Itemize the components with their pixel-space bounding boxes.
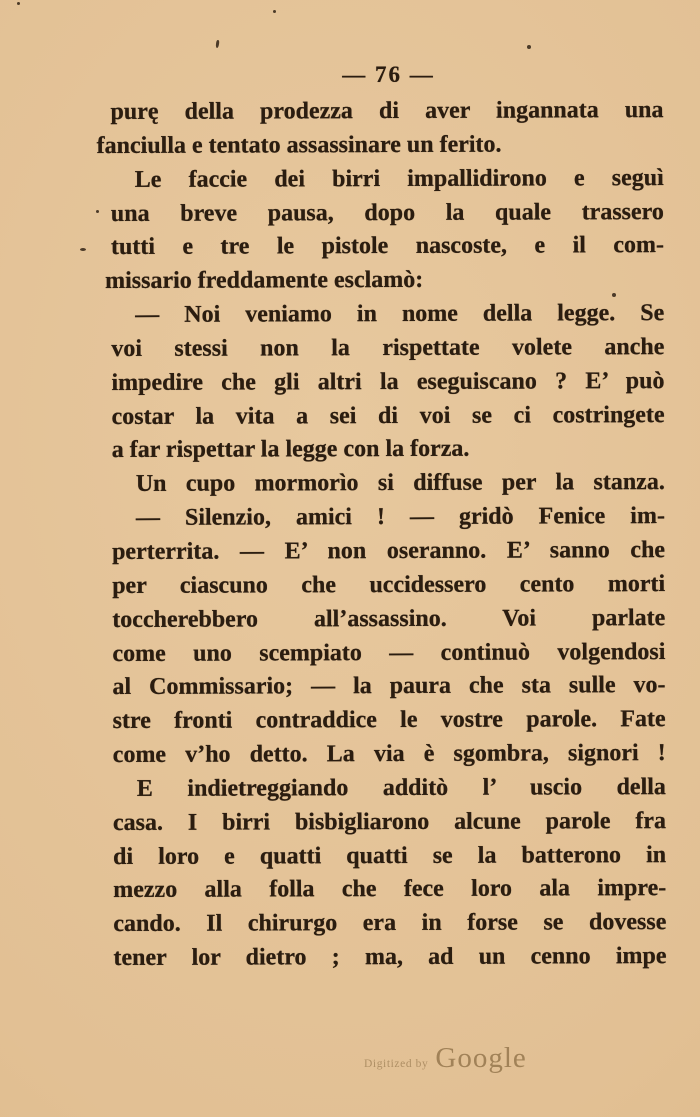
- text-line: come v’ho detto. La via è sgombra, signori !: [112, 740, 666, 768]
- text-line: perterrita. — E’ non oseranno. E’ sanno che: [112, 537, 666, 565]
- text-line: missario freddamente esclamò:: [105, 267, 424, 295]
- ink-speck: [80, 248, 86, 251]
- text-line: toccherebbero all’assassino. Voi parlate: [112, 604, 666, 633]
- text-line: impedire che gli altri la eseguiscano ? E’ può: [111, 367, 665, 396]
- ink-speck: [612, 293, 616, 297]
- ink-speck: [527, 45, 531, 49]
- text-line: — Silenzio, amici ! — gridò Fenice im-: [135, 503, 665, 532]
- page-number: — 76 —: [342, 62, 435, 87]
- text-line: — Noi veniamo in nome della legge. Se: [135, 300, 665, 328]
- text-line: Un cupo mormorìo si diffuse per la stanza.: [135, 469, 665, 498]
- text-line: casa. I birri bisbigliarono alcune parole fra: [112, 807, 667, 836]
- text-line: per ciascuno che uccidessero cento morti: [112, 570, 666, 599]
- text-line: purę della prodezza di aver ingannata una: [110, 97, 664, 125]
- text-line: tutti e tre le pistole nascoste, e il com-: [110, 232, 665, 261]
- text-line: voi stessi non la rispettate volete anche: [111, 333, 665, 362]
- text-line: una breve pausa, dopo la quale trassero: [110, 198, 664, 227]
- text-block: [96, 94, 667, 976]
- text-line: Le faccie dei birri impallidirono e seguì: [134, 164, 664, 193]
- text-line: al Commissario; — la paura che sta sulle vo-: [112, 672, 666, 701]
- google-logo: Google: [435, 1042, 527, 1074]
- text-line: stre fronti contraddice le vostre parole. Fate: [112, 706, 666, 735]
- text-line: come uno scempiato — continuò volgendosi: [112, 638, 666, 667]
- watermark-prefix: Digitized by: [364, 1058, 429, 1070]
- watermark: [364, 1042, 527, 1082]
- ink-speck: [273, 10, 276, 13]
- text-line: fanciulla e tentato assassinare un ferito.: [96, 131, 502, 159]
- ink-speck: [96, 210, 99, 213]
- ink-speck: [215, 40, 219, 48]
- text-line: costar la vita a sei di voi se ci costringete: [111, 401, 665, 430]
- text-line: cando. Il chirurgo era in forse se dovesse: [113, 909, 667, 938]
- text-line: di loro e quatti quatti se la batterono in: [113, 841, 667, 870]
- text-line: tener lor dietro ; ma, ad un cenno impe: [113, 943, 667, 972]
- text-line: mezzo alla folla che fece loro ala impre-: [113, 875, 667, 904]
- text-line: a far rispettar la legge con la forza.: [111, 436, 470, 464]
- text-line: E indietreggiando additò l’ uscio della: [136, 773, 666, 802]
- ink-speck: [17, 2, 20, 5]
